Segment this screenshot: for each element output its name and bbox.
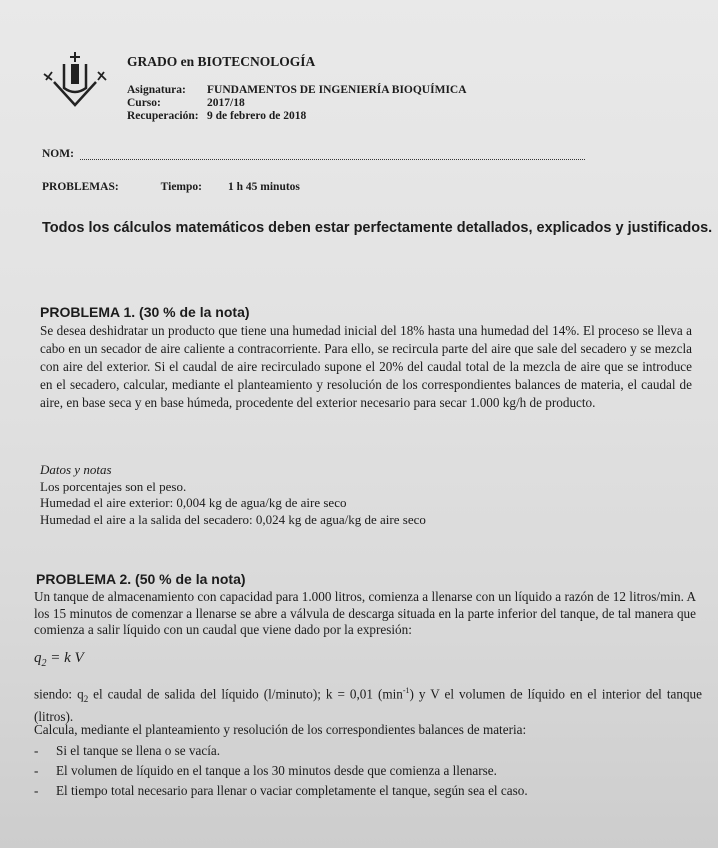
siendo-sub: 2 — [83, 694, 89, 705]
problem1-data — [40, 462, 426, 528]
name-dotted-line — [80, 149, 585, 160]
problems-line — [42, 181, 300, 193]
exam-meta — [127, 84, 467, 123]
problem1-title: PROBLEMA 1. (30 % de la nota) — [40, 304, 250, 320]
list-item — [34, 761, 528, 781]
problem2-title: PROBLEMA 2. (50 % de la nota) — [36, 571, 246, 587]
degree-title: GRADO en BIOTECNOLOGÍA — [127, 54, 316, 69]
formula-sub: 2 — [41, 658, 47, 669]
subject-value: FUNDAMENTOS DE INGENIERÍA BIOQUÍMICA — [207, 84, 467, 96]
flow-formula — [34, 650, 84, 669]
bullet: - — [34, 743, 39, 758]
siendo-part-b: el caudal de salida del líquido (l/minuto); k = 0,01 (min — [88, 686, 403, 702]
formula-rhs: = k V — [46, 650, 84, 666]
siendo-part-c: ) y V el volumen de líquido en el interior del tanque (litros). — [34, 686, 702, 725]
data-line: Los porcentajes son el peso. — [40, 478, 187, 494]
instructions-warning: Todos los cálculos matemáticos deben estar perfectamente detallados, explicados y justificados. — [42, 220, 713, 236]
problems-label: PROBLEMAS: — [42, 181, 119, 193]
recovery-value: 9 de febrero de 2018 — [207, 110, 307, 122]
list-item — [34, 741, 528, 761]
problem2-body: Un tanque de almacenamiento con capacidad para 1.000 litros, comienza a llenarse con un líquido a razón de 12 litros/min. A los 15 minutos de comenzar a llenarse se abre a válvula de descarga situada en la parte inferior del tanque, de tal manera que comienza a salir líquido con un caudal que viene dado por la expresión: — [34, 589, 696, 637]
bullet: - — [34, 763, 39, 778]
list-item-text: El volumen de líquido en el tanque a los 30 minutos desde que comienza a llenarse. — [56, 763, 497, 778]
time-value: 1 h 45 minutos — [228, 181, 300, 193]
name-label: NOM: — [42, 148, 74, 160]
data-line: Humedad el aire exterior: 0,004 kg de agua/kg de aire seco — [40, 495, 347, 510]
problem1-body: Se desea deshidratar un producto que tiene una humedad inicial del 18% hasta una humedad del 14%. El proceso se lleva a cabo en un secador de aire caliente a contracorriente. Para ello, se recircula parte del aire que sale del secadero y se mezcla con aire del exterior. Si el caudal de aire recirculado supone el 20% del caudal total de la mezcla de aire que se introduce en el secadero, calcular, mediante el planteamiento y resolución de los correspondientes balances de materia, el caudal de aire, en base seca y en base húmeda, procedente del exterior necesario para secar 1.000 kg/h de producto. — [40, 323, 692, 410]
list-item-text: El tiempo total necesario para llenar o vaciar completamente el tanque, según sea el caso. — [56, 783, 528, 798]
bullet: - — [34, 783, 39, 798]
formula-explanation — [34, 682, 702, 725]
university-logo-icon — [40, 50, 110, 110]
course-label: Curso: — [127, 97, 161, 109]
data-line: Humedad el aire a la salida del secadero: 0,024 kg de agua/kg de aire seco — [40, 511, 426, 527]
siendo-sup: -1 — [402, 686, 410, 695]
course-value: 2017/18 — [207, 97, 245, 109]
subject-label: Asignatura: — [127, 84, 186, 96]
name-field — [42, 148, 585, 160]
siendo-part-a: siendo: q — [34, 686, 84, 702]
list-item — [34, 781, 528, 801]
question-list — [34, 741, 528, 801]
data-heading: Datos y notas — [40, 462, 112, 477]
list-item-text: Si el tanque se llena o se vacía. — [56, 743, 221, 758]
formula-q: q — [34, 650, 42, 666]
recovery-label: Recuperación: — [127, 110, 199, 122]
time-label: Tiempo: — [160, 181, 202, 193]
exam-header — [127, 54, 467, 123]
calcula-instruction: Calcula, mediante el planteamiento y resolución de los correspondientes balances de materia: — [34, 722, 527, 737]
